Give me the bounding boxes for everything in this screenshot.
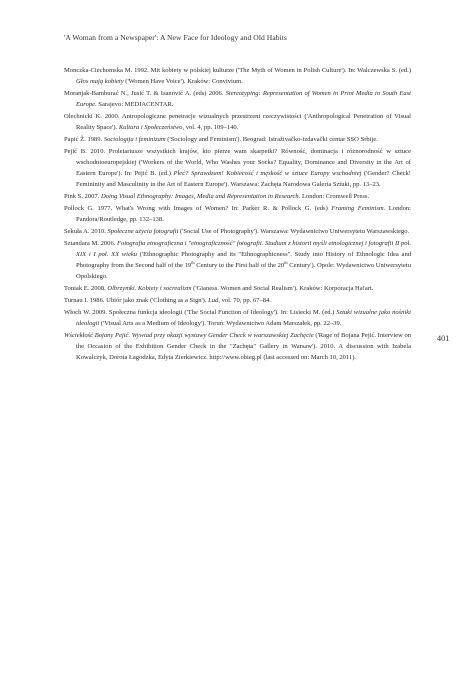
reference-entry <box>64 227 411 238</box>
reference-entry <box>64 239 411 283</box>
reference-title-text: Sztuki wizualne jako nośniki ideologii <box>76 309 412 327</box>
reference-text: ('Rage of Bojana Pejić. Interview on the Occasion of the Exhibition Gender Check in the "Zachęta" Gallery in Warsaw'). 2010. A discussion with Izabela Kowalczyk, Dorota Łagodzka, Edyta Zierkiewicz. http://www.obieg.pl (last accessed on: March 10, 2011). <box>76 332 411 361</box>
reference-text: . London: Cromwell Press. <box>298 192 370 200</box>
reference-entry <box>64 284 411 295</box>
reference-entry <box>64 331 411 364</box>
reference-text: Włoch W. 2009. Społeczna funkcja ideologii ('The Social Function of Ideology'). In: Lisiecki M. (ed.) <box>64 309 337 317</box>
reference-text: ('Sociology and Feminism'). Beograd: Istraživačko-izdavački centar SSO Srbije. <box>165 136 378 143</box>
running-head: 'A Woman from a Newspaper': A New Face for Ideology and Old Habits <box>64 33 287 42</box>
reference-title-text: Stereotyping: Representation of Women in Print Media in South East Europe <box>76 90 411 108</box>
reference-text: Sztandara M. 2006. <box>64 240 118 248</box>
reference-title-text: Framing Feminism <box>331 205 384 212</box>
reference-entry <box>64 147 411 191</box>
reference-entry <box>64 296 411 307</box>
reference-title-text: Płeć? Sprawdzam! Kobiecość i męskość w sztuce Europy wschodniej <box>173 169 362 177</box>
reference-title-text: Wściekłość Bojany Pejić. Wywiad przy okazji wystawy Gender Check w warszawskiej Zachęcie <box>64 332 314 340</box>
reference-text: . Sarajevo: MEDIACENTAR. <box>95 100 174 108</box>
page-number: 401 <box>437 334 450 343</box>
reference-text: ('Ethnographic Photography and its "Ethnographicness". Study into History of Ethnologic Idea and Photography from the Second half of the 19 <box>76 251 411 269</box>
reference-text: Monczka-Ciechomska M. 1992. Mit kobiety w polskiej kulturze ('The Myth of Women in Polish Culture'). In: Walczewska S. (ed.) <box>64 67 411 74</box>
reference-text: ('Women Have Voice'). Kraków: Convivium. <box>123 77 243 85</box>
reference-text: Moranjak-Bamburać N., Jusić T. & Isanović A. (eds) 2006. <box>64 90 226 97</box>
reference-text: Pejić B. 2010. Proletariusze wszystkich krajów, kto pierze wam skarpetki? Równość, dominacja i różnorodność w sztuce wschodnioeuropejskiej ('Workers of the World, Who Washes your Socks? Equality, Dominance and Diversity in the Art of Eastern Europe'). In: Pejić B. (ed.) <box>64 148 411 177</box>
reference-title-text: Doing Visual Ethnography: Images, Media and Representation in Research <box>100 192 299 200</box>
reference-text: Olechnicki K. 2000. Antropologiczne penetracje wizualnych przestrzeni rzeczywistości ('Anthropological Penetration of Visual Reality Space'). <box>64 113 411 131</box>
reference-entry <box>64 66 411 88</box>
superscript-text: th <box>284 259 288 265</box>
reference-text: ('Social Use of Photography'). Warszawa: Wydawnictwo Uniwersytetu Warszawskiego. <box>178 228 410 235</box>
reference-text: ('Gianess. Women and Social Realism'). Kraków: Korporacja Ha!art. <box>191 284 374 292</box>
reference-entry <box>64 135 411 146</box>
reference-entry <box>64 192 411 203</box>
reference-title-text: Kultura i Społeczeństwo <box>118 123 183 131</box>
reference-entry <box>64 112 411 134</box>
reference-text: , vol. 70, pp. 67–84. <box>218 297 271 304</box>
reference-title-text: Głos mają kobiety <box>76 77 124 85</box>
reference-text: Century to the First half of the 20 <box>194 261 285 269</box>
reference-entry <box>64 204 411 226</box>
reference-text: . London: Pandora/Routledge, pp. 132–138. <box>76 205 411 223</box>
reference-title-text: Fotografia etnograficzna i "etnograficzność" fotografii. Studium z historii myśli etnologicznej i fotografii II poł. XIX i I poł. XX wieku <box>76 240 411 258</box>
superscript-text: th <box>191 259 195 265</box>
reference-text: Toniak E. 2008. <box>64 284 108 292</box>
reference-text: Pink S. 2007. <box>64 192 101 200</box>
reference-title-text: Olbrzymki. Kobiety i socrealizm <box>107 284 192 292</box>
reference-list <box>64 66 411 365</box>
reference-title-text: Sociologija i feminizam <box>103 136 166 143</box>
reference-text: ('Gender? Check! Femininity and Masculinity in the Art of Eastern Europe'). Warszawa: Zachęta Narodowa Galeria Sztuki, pp. 13–23. <box>76 169 411 188</box>
reference-title-text: Społeczne użycia fotografii <box>107 228 179 235</box>
reference-entry <box>64 89 411 111</box>
reference-text: Century'). Opole: Wydawnictwo Uniwersytetu Opolskiego. <box>76 261 411 280</box>
reference-entry <box>64 308 411 330</box>
reference-text: Sekuła A. 2010. <box>64 228 108 235</box>
reference-text: , vol. 4, pp. 109–140. <box>182 123 239 131</box>
reference-text: Pollock G. 1977. What's Wrong with Images of Women? In: Parker R. & Pollock G. (eds) <box>64 205 332 212</box>
reference-title-text: Lud <box>208 297 219 304</box>
reference-text: Papić Ž. 1989. <box>64 136 104 143</box>
reference-text: Turnau I. 1986. Ubiór jako znak ('Clothing as a Sign'). <box>64 297 209 304</box>
reference-text: ('Visual Arts as a Medium of Ideology'). Toruń: Wydawnictwo Adam Marszałek, pp. 22–39. <box>99 320 342 327</box>
